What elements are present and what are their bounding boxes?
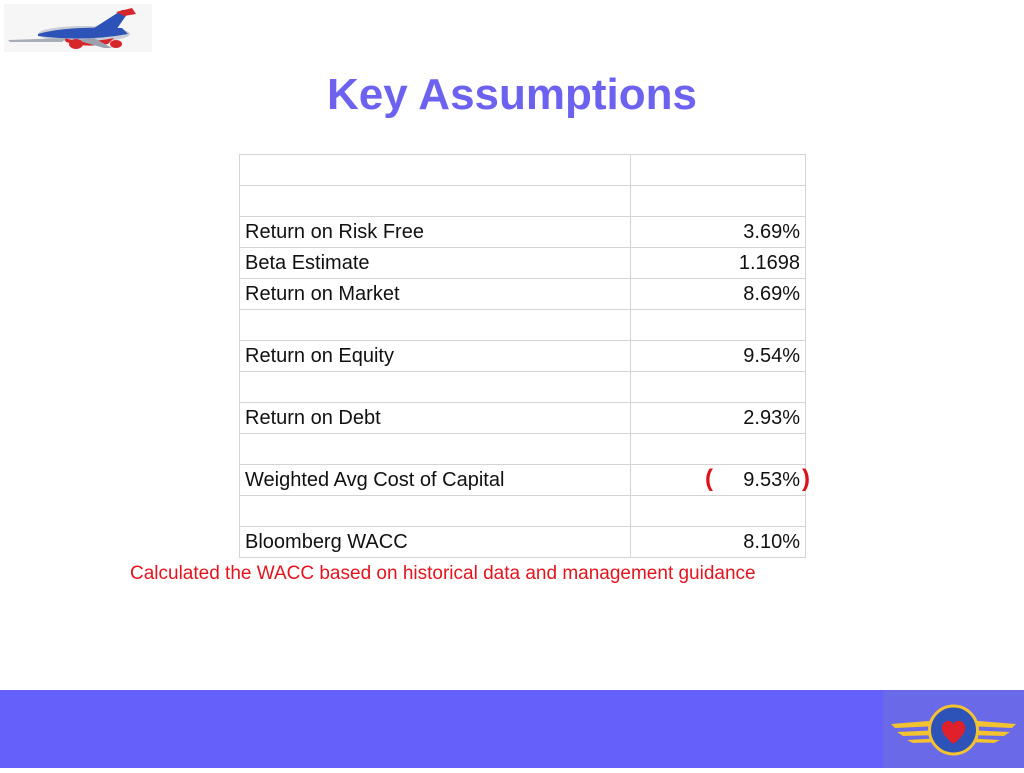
assumptions-table-grid [239,154,810,558]
table-row [240,155,806,186]
row-value [631,465,810,496]
row-value [631,496,806,527]
table-row [240,279,806,310]
row-value: 8.10% [631,527,806,558]
row-value: 3.69% [631,217,806,248]
row-label [240,186,631,217]
row-value [631,434,806,465]
row-value [631,310,806,341]
table-row [240,341,806,372]
row-label [240,155,631,186]
row-value: 2.93% [631,403,806,434]
footer-bar [0,690,1024,768]
row-label: Return on Equity [240,341,631,372]
table-row [240,310,806,341]
table-row [240,527,806,558]
table-row [240,403,806,434]
assumptions-table [239,158,810,553]
slide-title: Key Assumptions [326,70,697,119]
row-label [240,372,631,403]
row-value: 9.54% [631,341,806,372]
table-row [240,465,806,496]
table-row [240,217,806,248]
wacc-value: 9.53% [743,468,800,491]
row-label: Return on Market [240,279,631,310]
row-value [631,155,806,186]
row-value: 8.69% [631,279,806,310]
row-value [631,186,806,217]
table-row [240,434,806,465]
table-row [240,496,806,527]
row-label: Weighted Avg Cost of Capital [240,465,631,496]
row-label [240,434,631,465]
row-label: Return on Debt [240,403,631,434]
row-label [240,310,631,341]
row-value [631,372,806,403]
row-label: Return on Risk Free [240,217,631,248]
row-value: 1.1698 [631,248,806,279]
table-row [240,186,806,217]
table-row [240,248,806,279]
airplane-logo-icon [4,4,152,52]
table-row [240,372,806,403]
winged-heart-logo-icon [883,690,1024,768]
highlight-close-paren: ) [802,465,810,492]
row-label: Bloomberg WACC [240,527,631,558]
row-label: Beta Estimate [240,248,631,279]
highlight-open-paren: ( [705,465,713,492]
slide-caption: Calculated the WACC based on historical data and management guidance [130,563,756,584]
row-label [240,496,631,527]
